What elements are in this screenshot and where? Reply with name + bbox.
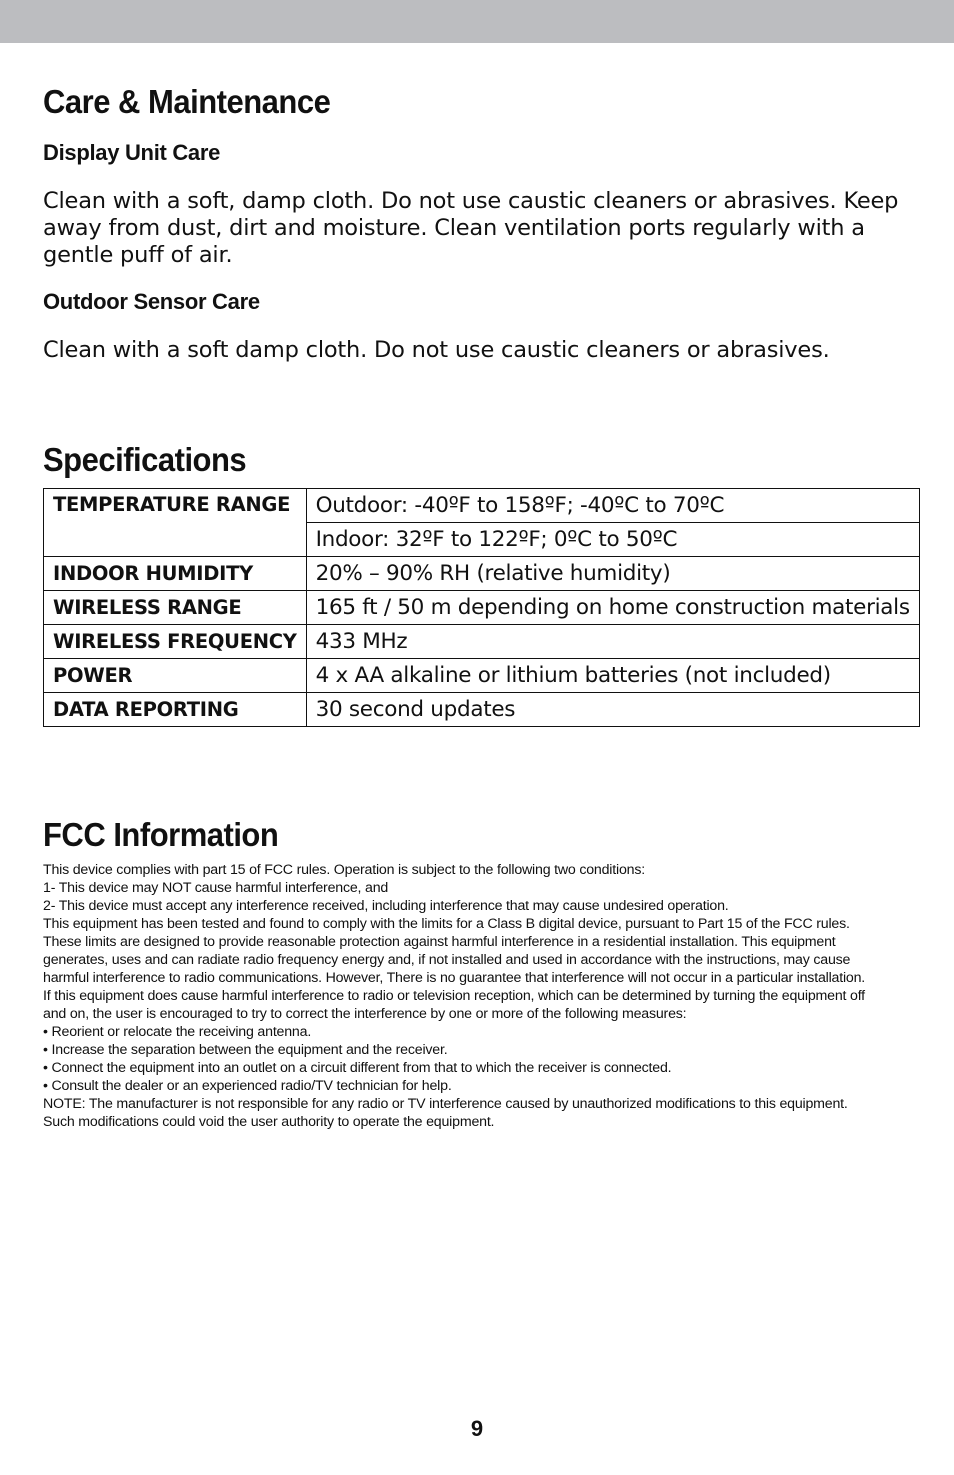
table-row — [44, 659, 920, 693]
page-number: 9 — [470, 1416, 484, 1441]
fcc-text-line: NOTE: The manufacturer is not responsible for any radio or TV interference caused by unauthorized modifications to this equipment. — [43, 1096, 848, 1112]
fcc-text-line: Such modifications could void the user authority to operate the equipment. — [43, 1114, 495, 1130]
fcc-text-line: 1- This device may NOT cause harmful interference, and — [43, 880, 389, 896]
fcc-text-block — [43, 861, 909, 1131]
outdoor-sensor-care-title: Outdoor Sensor Care — [43, 289, 260, 314]
fcc-text-line: • Connect the equipment into an outlet on a circuit different from that to which the receiver is connected. — [43, 1060, 672, 1076]
spec-value-indoor-humidity: 20% – 90% RH (relative humidity) — [306, 557, 919, 591]
spec-label-data-reporting: DATA REPORTING — [44, 693, 307, 727]
fcc-text-line: harmful interference to radio communications. However, There is no guarantee that interference will not occur in a particular installation. — [43, 970, 866, 986]
outdoor-sensor-care-text: Clean with a soft damp cloth. Do not use caustic cleaners or abrasives. — [43, 337, 830, 363]
fcc-text-line: This device complies with part 15 of FCC rules. Operation is subject to the following two conditions: — [43, 862, 645, 878]
spec-label-power: POWER — [44, 659, 307, 693]
fcc-text-line: • Reorient or relocate the receiving antenna. — [43, 1024, 312, 1040]
spec-value-power: 4 x AA alkaline or lithium batteries (not included) — [306, 659, 919, 693]
page-content — [43, 80, 909, 1131]
table-row — [44, 489, 920, 523]
fcc-text-line: 2- This device must accept any interference received, including interference that may cause undesired operation. — [43, 898, 729, 914]
fcc-text-line: These limits are designed to provide reasonable protection against harmful interference in a residential installation. This equipment — [43, 934, 836, 950]
display-unit-care-title: Display Unit Care — [43, 140, 221, 165]
spec-value-wireless-range: 165 ft / 50 m depending on home construction materials — [306, 591, 919, 625]
fcc-text-line: • Consult the dealer or an experienced radio/TV technician for help. — [43, 1078, 452, 1094]
fcc-text-line: and on, the user is encouraged to try to correct the interference by one or more of the following measures: — [43, 1006, 687, 1022]
spec-label-indoor-humidity: INDOOR HUMIDITY — [44, 557, 307, 591]
fcc-text-line: If this equipment does cause harmful interference to radio or television reception, which can be determined by turning the equipment off — [43, 988, 865, 1004]
specifications-table — [43, 488, 920, 727]
spec-value-data-reporting: 30 second updates — [306, 693, 919, 727]
spec-value-wireless-frequency: 433 MHz — [306, 625, 919, 659]
fcc-text-line: • Increase the separation between the equipment and the receiver. — [43, 1042, 448, 1058]
table-row — [44, 557, 920, 591]
header-bar — [0, 0, 954, 43]
specifications-title: Specifications — [43, 440, 247, 479]
fcc-information-title: FCC Information — [43, 815, 279, 854]
spec-label-wireless-frequency: WIRELESS FREQUENCY — [44, 625, 307, 659]
fcc-text-line: generates, uses and can radiate radio frequency energy and, if not installed and used in accordance with the instructions, may cause — [43, 952, 851, 968]
care-maintenance-title: Care & Maintenance — [43, 82, 331, 121]
display-unit-care-text: Clean with a soft, damp cloth. Do not use caustic cleaners or abrasives. Keep away from dust, dirt and moisture. Clean ventilation ports regularly with a gentle puff of air. — [43, 188, 899, 268]
spec-label-temperature-range: TEMPERATURE RANGE — [44, 489, 307, 557]
spec-value-indoor-temperature: Indoor: 32ºF to 122ºF; 0ºC to 50ºC — [306, 523, 919, 557]
table-row — [44, 625, 920, 659]
table-row — [44, 693, 920, 727]
spec-label-wireless-range: WIRELESS RANGE — [44, 591, 307, 625]
table-row — [44, 591, 920, 625]
spec-value-outdoor-temperature: Outdoor: -40ºF to 158ºF; -40ºC to 70ºC — [306, 489, 919, 523]
fcc-text-line: This equipment has been tested and found to comply with the limits for a Class B digital device, pursuant to Part 15 of the FCC rules. — [43, 916, 850, 932]
